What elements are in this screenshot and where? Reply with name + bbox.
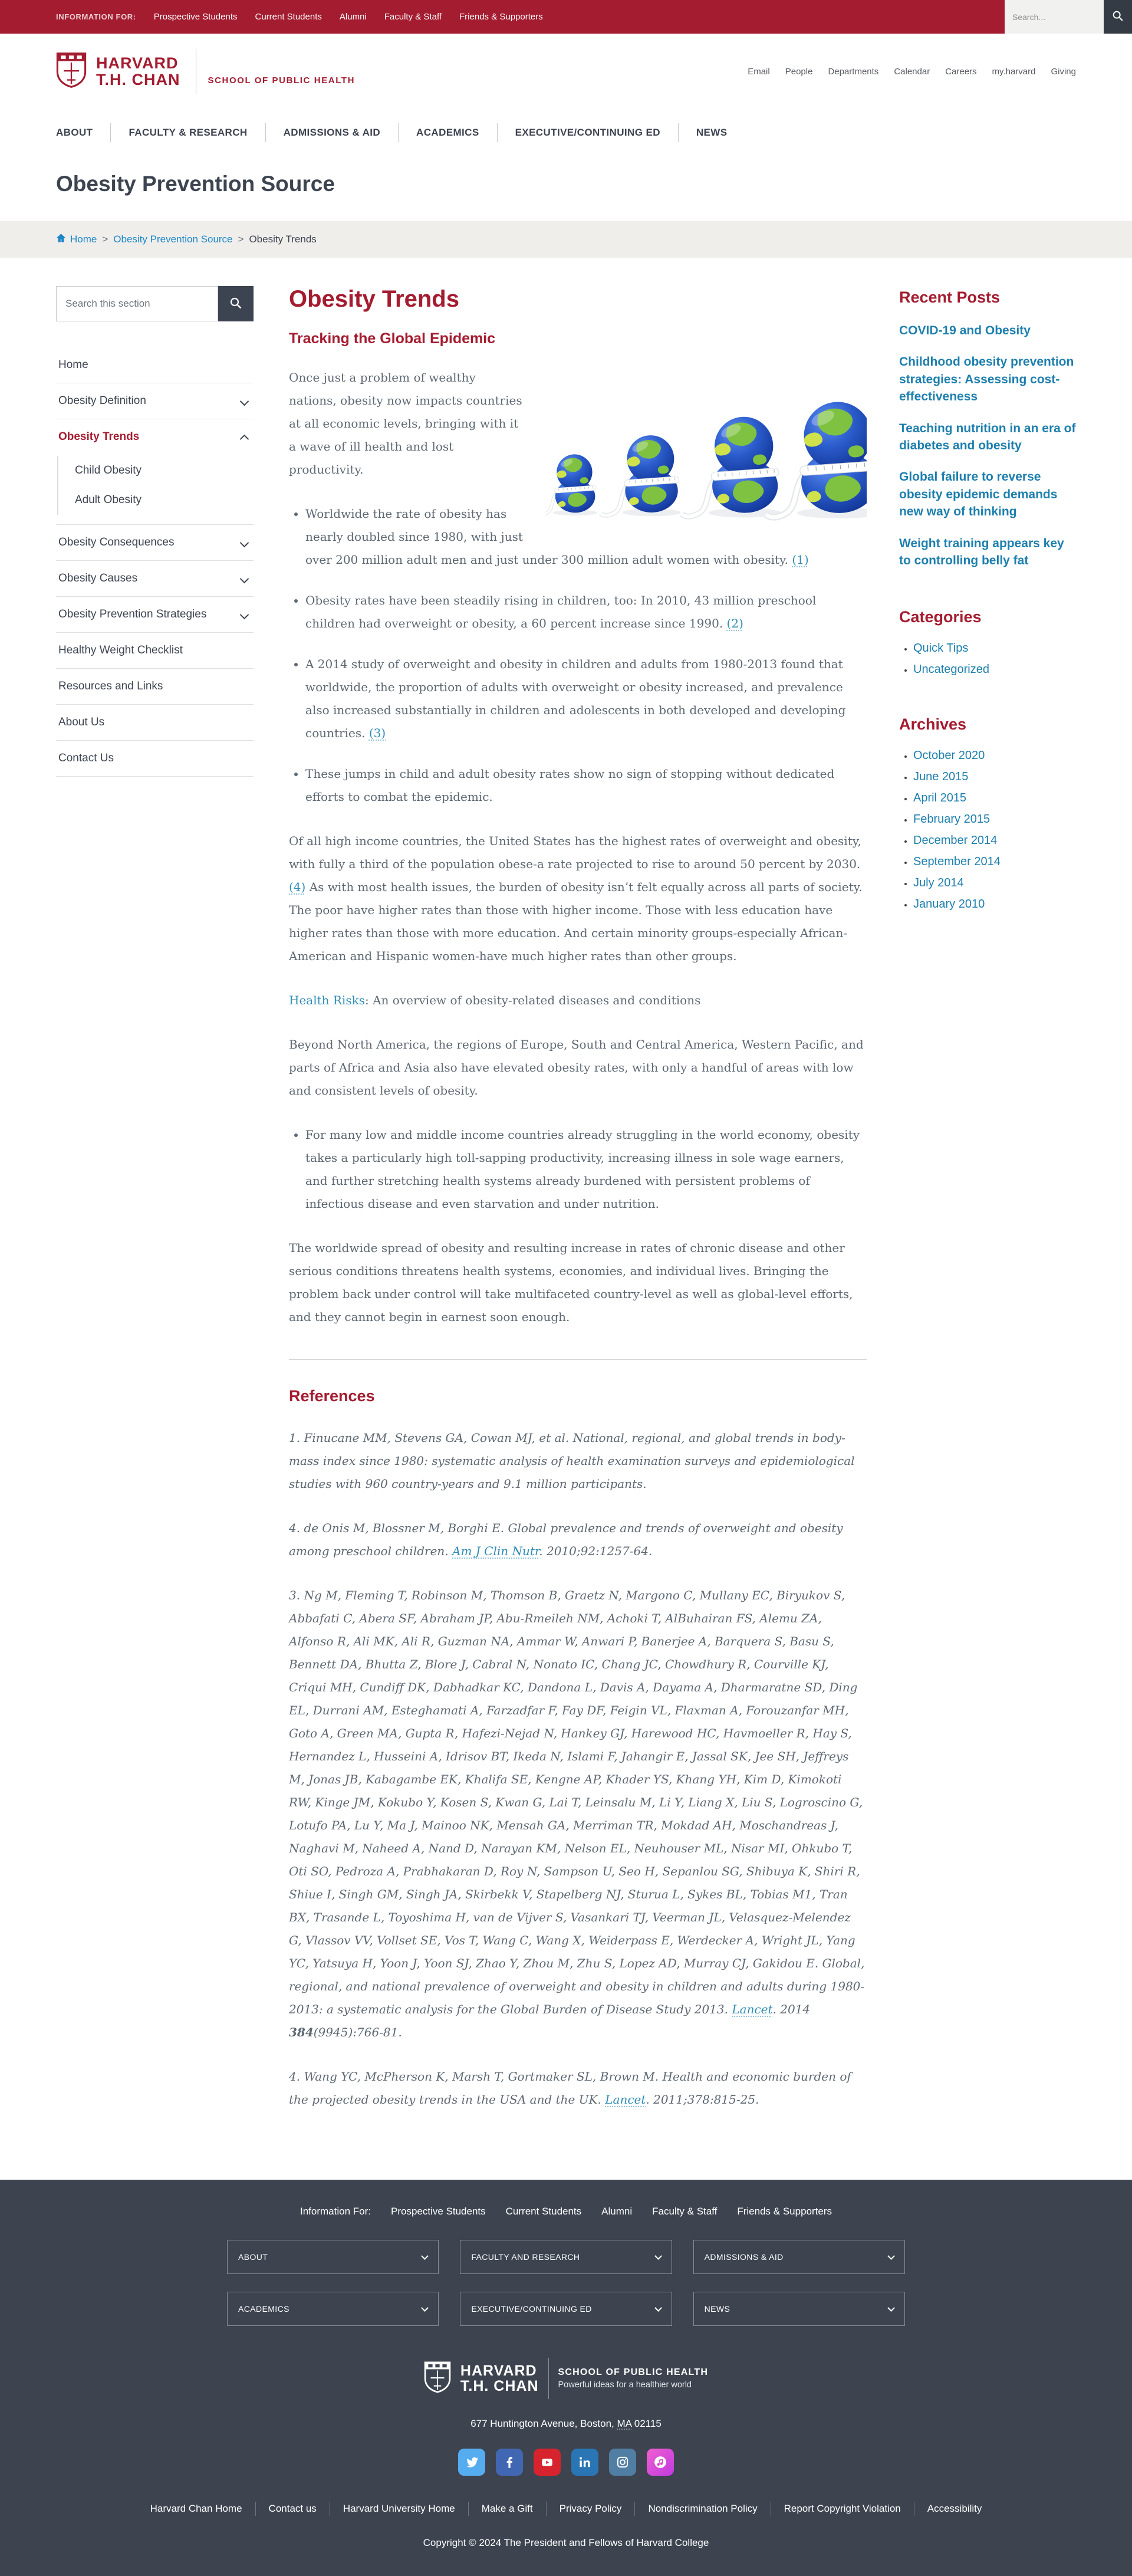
citation-link-3[interactable]: (3): [368, 726, 386, 740]
recent-posts-heading: Recent Posts: [899, 288, 1001, 306]
footer-dropdown-academics[interactable]: ACADEMICS: [227, 2292, 439, 2326]
topbar-link-friends-supporters[interactable]: Friends & Supporters: [459, 12, 543, 22]
journal-link-am-j-clin-nutr[interactable]: Am J Clin Nutr: [452, 1544, 539, 1558]
footer-school-block: SCHOOL OF PUBLIC HEALTH Powerful ideas for a healthier world: [558, 2367, 709, 2390]
school-of-public-health-label: SCHOOL OF PUBLIC HEALTH: [208, 75, 356, 86]
chevron-down-icon: [240, 610, 249, 619]
low-income-bullet: • For many low and middle income countries already struggling in the world economy, obesity takes a particularly high toll-sapping productivity, increasing illness in sole wage earners, and further stretching health systems already burdened with persistent problems of infectious disease and even starvation and under nutrition.: [305, 1123, 867, 1215]
sidebar-item-obesity-prevention-strategies[interactable]: Obesity Prevention Strategies: [56, 597, 254, 632]
globes-measuring-tape-image: [545, 369, 867, 525]
harvard-wordmark: HARVARD T.H. CHAN: [96, 54, 180, 88]
article: [289, 286, 867, 2133]
breadcrumb-separator: >: [238, 234, 244, 245]
chevron-down-icon: [240, 396, 249, 406]
top-utility-bar: [0, 0, 1132, 34]
breadcrumb-separator: >: [102, 234, 108, 245]
recent-posts-list: [899, 322, 1076, 569]
worldwide-spread-paragraph: The worldwide spread of obesity and resulting increase in rates of chronic disease and other serious conditions threatens health systems, economies, and individual lives. Bringing the problem back under control will take multifaceted country-level as well as global-level efforts, and they cannot begin in earnest soon enough.: [289, 1241, 853, 1324]
logo-divider: [548, 2358, 549, 2399]
section-search: [56, 286, 254, 321]
archive-item: [913, 791, 1076, 805]
low-income-bullet-list: [289, 1123, 867, 1215]
archive-link[interactable]: September 2014: [913, 855, 1001, 869]
obesity-trends-submenu: [57, 456, 254, 515]
category-item: [913, 663, 1076, 676]
topbar-link-faculty-staff[interactable]: Faculty & Staff: [384, 12, 442, 22]
reference-item-2: 4. de Onis M, Blossner M, Borghi E. Global prevalence and trends of overweight and obesity among preschool children. Am J Clin Nutr. 2010;92:1257-64.: [289, 1521, 843, 1558]
utility-link-careers[interactable]: Careers: [945, 66, 977, 77]
section-search-button[interactable]: [218, 286, 254, 321]
footer-link-friends-supporters[interactable]: Friends & Supporters: [737, 2206, 832, 2217]
harvard-chan-logo[interactable]: [56, 49, 355, 94]
trend-bullet: • A 2014 study of overweight and obesity in children and adults from 1980-2013 found that worldwide, the proportion of adults with overweight or obesity increased, and prevalence also increased substantially in children and adolescents in both developed and developing countries. (3): [305, 653, 867, 745]
references-heading: References: [289, 1387, 375, 1405]
chevron-up-icon: [240, 434, 249, 443]
footer-link-faculty-staff[interactable]: Faculty & Staff: [652, 2206, 718, 2217]
chevron-down-icon: [240, 538, 249, 547]
chevron-down-icon: [654, 2252, 662, 2260]
sidebar-item-obesity-trends[interactable]: Obesity Trends: [56, 419, 254, 455]
footer-dropdown-faculty-and-research[interactable]: FACULTY AND RESEARCH: [460, 2240, 672, 2274]
recent-post-link[interactable]: Weight training appears key to controlling belly fat: [899, 536, 1064, 567]
primary-navigation: [0, 109, 1132, 156]
breadcrumb: [0, 221, 1132, 258]
footer-links-row: [0, 2502, 1132, 2516]
category-item: [913, 642, 1076, 655]
sidebar-item-obesity-causes[interactable]: Obesity Causes: [56, 561, 254, 596]
search-icon: [1111, 9, 1124, 24]
archive-link[interactable]: January 2010: [913, 898, 985, 911]
breadcrumb-current: Obesity Trends: [249, 234, 317, 245]
sidebar-item-obesity-definition[interactable]: Obesity Definition: [56, 383, 254, 419]
chevron-down-icon: [421, 2304, 429, 2312]
footer-information-for: [0, 2206, 1132, 2217]
archive-link[interactable]: December 2014: [913, 834, 998, 847]
citation-link-4[interactable]: (4): [289, 880, 306, 894]
sidebar-item-about-us[interactable]: About Us: [58, 716, 105, 728]
utility-link-myharvard[interactable]: my.harvard: [992, 66, 1036, 77]
footer-link-alumni[interactable]: Alumni: [601, 2206, 633, 2217]
sidebar-item-contact-us[interactable]: Contact Us: [58, 752, 114, 764]
footer-link-current-students[interactable]: Current Students: [505, 2206, 582, 2217]
utility-link-departments[interactable]: Departments: [828, 66, 879, 77]
home-icon: [56, 233, 66, 246]
footer-dropdown-news[interactable]: NEWS: [693, 2292, 905, 2326]
information-for-label: INFORMATION FOR:: [56, 12, 136, 21]
categories-heading: Categories: [899, 608, 982, 626]
chevron-down-icon: [421, 2252, 429, 2260]
archive-link[interactable]: February 2015: [913, 813, 990, 826]
archive-link[interactable]: June 2015: [913, 770, 969, 784]
nav-news[interactable]: NEWS: [678, 123, 745, 142]
recent-post-link[interactable]: Teaching nutrition in an era of diabetes and obesity: [899, 421, 1076, 452]
citation-link-1[interactable]: (1): [792, 553, 809, 567]
topbar-link-current-students[interactable]: Current Students: [255, 12, 322, 22]
topbar-link-alumni[interactable]: Alumni: [339, 12, 367, 22]
sidebar-item-home[interactable]: Home: [58, 359, 88, 371]
footer-dropdown-executive-continuing-ed[interactable]: EXECUTIVE/CONTINUING ED: [460, 2292, 672, 2326]
chevron-down-icon: [654, 2304, 662, 2312]
archive-item: [913, 770, 1076, 784]
linkedin-icon[interactable]: [571, 2449, 598, 2476]
footer-harvard-chan-logo[interactable]: [0, 2358, 1132, 2399]
section-search-input[interactable]: [56, 286, 218, 321]
twitter-icon[interactable]: [458, 2449, 485, 2476]
harvard-shield-icon: [56, 52, 87, 91]
footer-link-make-a-gift[interactable]: Make a Gift: [469, 2502, 547, 2516]
site-header: [0, 34, 1132, 109]
section-divider: [289, 1359, 867, 1360]
footer-link-accessibility[interactable]: Accessibility: [927, 2503, 982, 2514]
right-rail: [899, 286, 1076, 950]
reference-item-3: 3. Ng M, Fleming T, Robinson M, Thomson B, Graetz N, Margono C, Mullany EC, Biryukov S, Abbafati C, Abera SF, Abraham JP, Abu-Rmeileh NM, Achoki T, AlBuhairan FS, Alemu ZA, Alfonso R, Ali MK, Ali R, Guzman NA, Ammar W, Anwari P, Banerjee A, Barquera S, Basu S, Bennett DA, Bhutta Z, Blore J, Cabral N, Nonato IC, Chang JC, Chowdhury R, Courville KJ, Criqui MH, Cundiff DK, Dabhadkar KC, Dandona L, Davis A, Dayama A, Dharmaratne SD, Ding EL, Durrani AM, Esteghamati A, Farzadfar F, Fay DF, Feigin VL, Flaxman A, Forouzanfar MH, Goto A, Green MA, Gupta R, Hafezi-Nejad N, Hankey GJ, Harewood HC, Havmoeller R, Hay S, Hernandez L, Husseini A, Idrisov BT, Ikeda N, Islami F, Jahangir E, Jassal SK, Jee SH, Jeffreys M, Jonas JB, Kabagambe EK, Khalifa SE, Kengne AP, Khader YS, Khang YH, Kim D, Kimokoti RW, Kinge JM, Kokubo Y, Kosen S, Kwan G, Lai T, Leinsalu M, Li Y, Liang X, Liu S, Logroscino G, Lotufo PA, Lu Y, Ma J, Mainoo NK, Mensah GA, Merriman TR, Mokdad AH, Moschandreas J, Naghavi M, Naheed A, Nand D, Narayan KM, Nelson EL, Neuhouser ML, Nisar MI, Ohkubo T, Oti SO, Pedroza A, Prabhakaran D, Roy N, Sampson U, Seo H, Sepanlou SG, Shibuya K, Shiri R, Shiue I, Singh GM, Singh JA, Skirbekk V, Stapelberg NJ, Sturua L, Sykes BL, Tobias M1, Tran BX, Trasande L, Toyoshima H, van de Vijver S, Vasankari TJ, Veerman JL, Velasquez-Melendez G, Vlassov VV, Vollset SE, Vos T, Wang C, Wang X, Weiderpass E, Werdecker A, Wright JL, Yang YC, Yatsuya H, Yoon J, Yoon SJ, Zhao Y, Zhou M, Zhu S, Lopez AD, Murray CJ, Gakidou E. Global, regional, and national prevalence of overweight and obesity in children and adults during 1980-2013: a systematic analysis for the Global Burden of Disease Study 2013. Lancet. 2014 384(9945):766-81.: [289, 1588, 865, 2039]
chevron-down-icon: [887, 2304, 895, 2312]
topbar-link-prospective-students[interactable]: Prospective Students: [153, 12, 238, 22]
recent-post-link[interactable]: Global failure to reverse obesity epidemic demands new way of thinking: [899, 470, 1058, 519]
archive-item: [913, 749, 1076, 763]
recent-post: [899, 322, 1076, 339]
journal-link-lancet[interactable]: Lancet: [605, 2092, 646, 2107]
footer-address: 677 Huntington Avenue, Boston, MA 02115: [470, 2418, 662, 2429]
page-title-band: [0, 156, 1132, 221]
archive-link[interactable]: October 2020: [913, 749, 985, 763]
footer-social-icons: [0, 2449, 1132, 2476]
health-risks-link[interactable]: Health Risks: [289, 993, 365, 1007]
footer-information-for-label: Information For:: [300, 2206, 371, 2217]
reference-item-4: 4. Wang YC, McPherson K, Marsh T, Gortmaker SL, Brown M. Health and economic burden of the projected obesity trends in the USA and the UK. Lancet. 2011;378:815-25.: [289, 2069, 851, 2107]
section-menu: [56, 347, 254, 777]
footer-link-nondiscrimination-policy[interactable]: Nondiscrimination Policy: [635, 2502, 771, 2516]
footer-link-prospective-students[interactable]: Prospective Students: [390, 2206, 486, 2217]
itunes-icon[interactable]: [647, 2449, 674, 2476]
utility-link-calendar[interactable]: Calendar: [894, 66, 930, 77]
content-area: [0, 258, 1132, 2180]
instagram-icon[interactable]: [609, 2449, 636, 2476]
recent-post: [899, 353, 1076, 405]
archive-item: [913, 855, 1076, 869]
archive-link[interactable]: April 2015: [913, 791, 967, 805]
youtube-icon[interactable]: [534, 2449, 561, 2476]
trend-bullet: • Worldwide the rate of obesity has nearly doubled since 1980, with just over 200 million adult men and just under 300 million adult women with obesity. (1): [305, 502, 867, 571]
utility-link-giving[interactable]: Giving: [1051, 66, 1076, 77]
footer-link-harvard-chan-home[interactable]: Harvard Chan Home: [137, 2502, 256, 2516]
health-risks-line: Health Risks: An overview of obesity-related diseases and conditions: [289, 993, 701, 1007]
recent-post: [899, 535, 1076, 570]
footer-dropdown-about[interactable]: ABOUT: [227, 2240, 439, 2274]
article-subtitle: Tracking the Global Epidemic: [289, 330, 496, 347]
nav-executive-continuing-ed[interactable]: EXECUTIVE/CONTINUING ED: [497, 123, 678, 142]
reference-item-1: 1. Finucane MM, Stevens GA, Cowan MJ, et al. National, regional, and global trends in body-mass index since 1980: systematic analysis of health examination surveys and epidemiological studies with 960 country-years and 9.1 million participants.: [289, 1431, 855, 1491]
footer-link-report-copyright-violation[interactable]: Report Copyright Violation: [771, 2502, 914, 2516]
section-sidebar: [56, 286, 254, 777]
archive-item: [913, 898, 1076, 911]
archive-link[interactable]: July 2014: [913, 876, 964, 890]
breadcrumb-home-link[interactable]: Home: [56, 233, 97, 246]
sidebar-item-resources-and-links[interactable]: Resources and Links: [58, 680, 163, 692]
archive-item: [913, 834, 1076, 847]
chevron-down-icon: [887, 2252, 895, 2260]
categories-list: [899, 642, 1076, 676]
sidebar-item-obesity-consequences[interactable]: Obesity Consequences: [56, 525, 254, 560]
footer-dropdown-admissions-aid[interactable]: ADMISSIONS & AID: [693, 2240, 905, 2274]
search-icon: [229, 296, 243, 312]
facebook-icon[interactable]: [496, 2449, 523, 2476]
site-footer: [0, 2180, 1132, 2576]
journal-link-lancet[interactable]: Lancet: [732, 2002, 773, 2016]
harvard-shield-icon: [424, 2361, 451, 2397]
chevron-down-icon: [240, 574, 249, 583]
utility-link-email[interactable]: Email: [748, 66, 770, 77]
footer-link-harvard-university-home[interactable]: Harvard University Home: [330, 2502, 469, 2516]
sidebar-item-child-obesity[interactable]: Child Obesity: [75, 464, 142, 477]
trend-bullet: • These jumps in child and adult obesity rates show no sign of stopping without dedicated efforts to combat the epidemic.: [305, 763, 867, 809]
site-search-input[interactable]: [1005, 0, 1104, 34]
archives-list: [899, 749, 1076, 911]
archive-item: [913, 813, 1076, 826]
us-rates-paragraph: Of all high income countries, the United States has the highest rates of overweight and obesity, with fully a third of the population obese-a rate projected to rise to around 50 percent by 2030. (4) As with most health issues, the burden of obesity isn’t felt equally across all parts of society. The poor have higher rates than those with higher income. Those with less education have higher rates than those with more education. And certain minority groups-especially African-American and Hispanic women-have much higher rates than other groups.: [289, 834, 863, 963]
footer-copyright: Copyright © 2024 The President and Fellows of Harvard College: [423, 2537, 709, 2548]
footer-link-privacy-policy[interactable]: Privacy Policy: [547, 2502, 636, 2516]
page-title: Obesity Prevention Source: [56, 172, 335, 196]
nav-about[interactable]: ABOUT: [56, 127, 93, 138]
site-search-button[interactable]: [1104, 0, 1132, 34]
header-utility-links: [748, 67, 1076, 77]
recent-post: [899, 468, 1076, 520]
trend-bullet-list: [289, 502, 867, 809]
recent-post: [899, 420, 1076, 455]
archive-item: [913, 876, 1076, 890]
nav-admissions-aid[interactable]: ADMISSIONS & AID: [265, 123, 398, 142]
footer-link-contact-us[interactable]: Contact us: [256, 2502, 330, 2516]
archives-heading: Archives: [899, 715, 967, 734]
footer-nav-dropdowns: [227, 2240, 905, 2326]
trend-bullet: • Obesity rates have been steadily rising in children, too: In 2010, 43 million preschool children had overweight or obesity, a 60 percent increase since 1990. (2): [305, 589, 867, 635]
category-link[interactable]: Quick Tips: [913, 642, 969, 655]
sidebar-item-healthy-weight-checklist[interactable]: Healthy Weight Checklist: [58, 644, 183, 656]
regions-paragraph: Beyond North America, the regions of Europe, South and Central America, Western Pacific, and parts of Africa and Asia also have elevated obesity rates, with only a handful of areas with low and consistent levels of obesity.: [289, 1037, 864, 1098]
nav-faculty-research[interactable]: FACULTY & RESEARCH: [110, 123, 265, 142]
footer-harvard-wordmark: HARVARD T.H. CHAN: [460, 2362, 539, 2394]
recent-post-link[interactable]: COVID-19 and Obesity: [899, 324, 1031, 337]
footer-tagline: Powerful ideas for a healthier world: [558, 2380, 692, 2390]
intro-paragraph: Once just a problem of wealthy nations, obesity now impacts countries at all economic levels, bringing with it a wave of ill health and lost productivity.: [289, 370, 522, 477]
category-link[interactable]: Uncategorized: [913, 663, 989, 676]
recent-post-link[interactable]: Childhood obesity prevention strategies: Assessing cost-effectiveness: [899, 355, 1074, 404]
utility-link-people[interactable]: People: [785, 66, 813, 77]
sidebar-item-adult-obesity[interactable]: Adult Obesity: [75, 494, 142, 506]
citation-link-2[interactable]: (2): [726, 616, 743, 630]
breadcrumb-parent-link[interactable]: Obesity Prevention Source: [113, 234, 233, 245]
nav-academics[interactable]: ACADEMICS: [398, 123, 497, 142]
article-title: Obesity Trends: [289, 286, 459, 312]
